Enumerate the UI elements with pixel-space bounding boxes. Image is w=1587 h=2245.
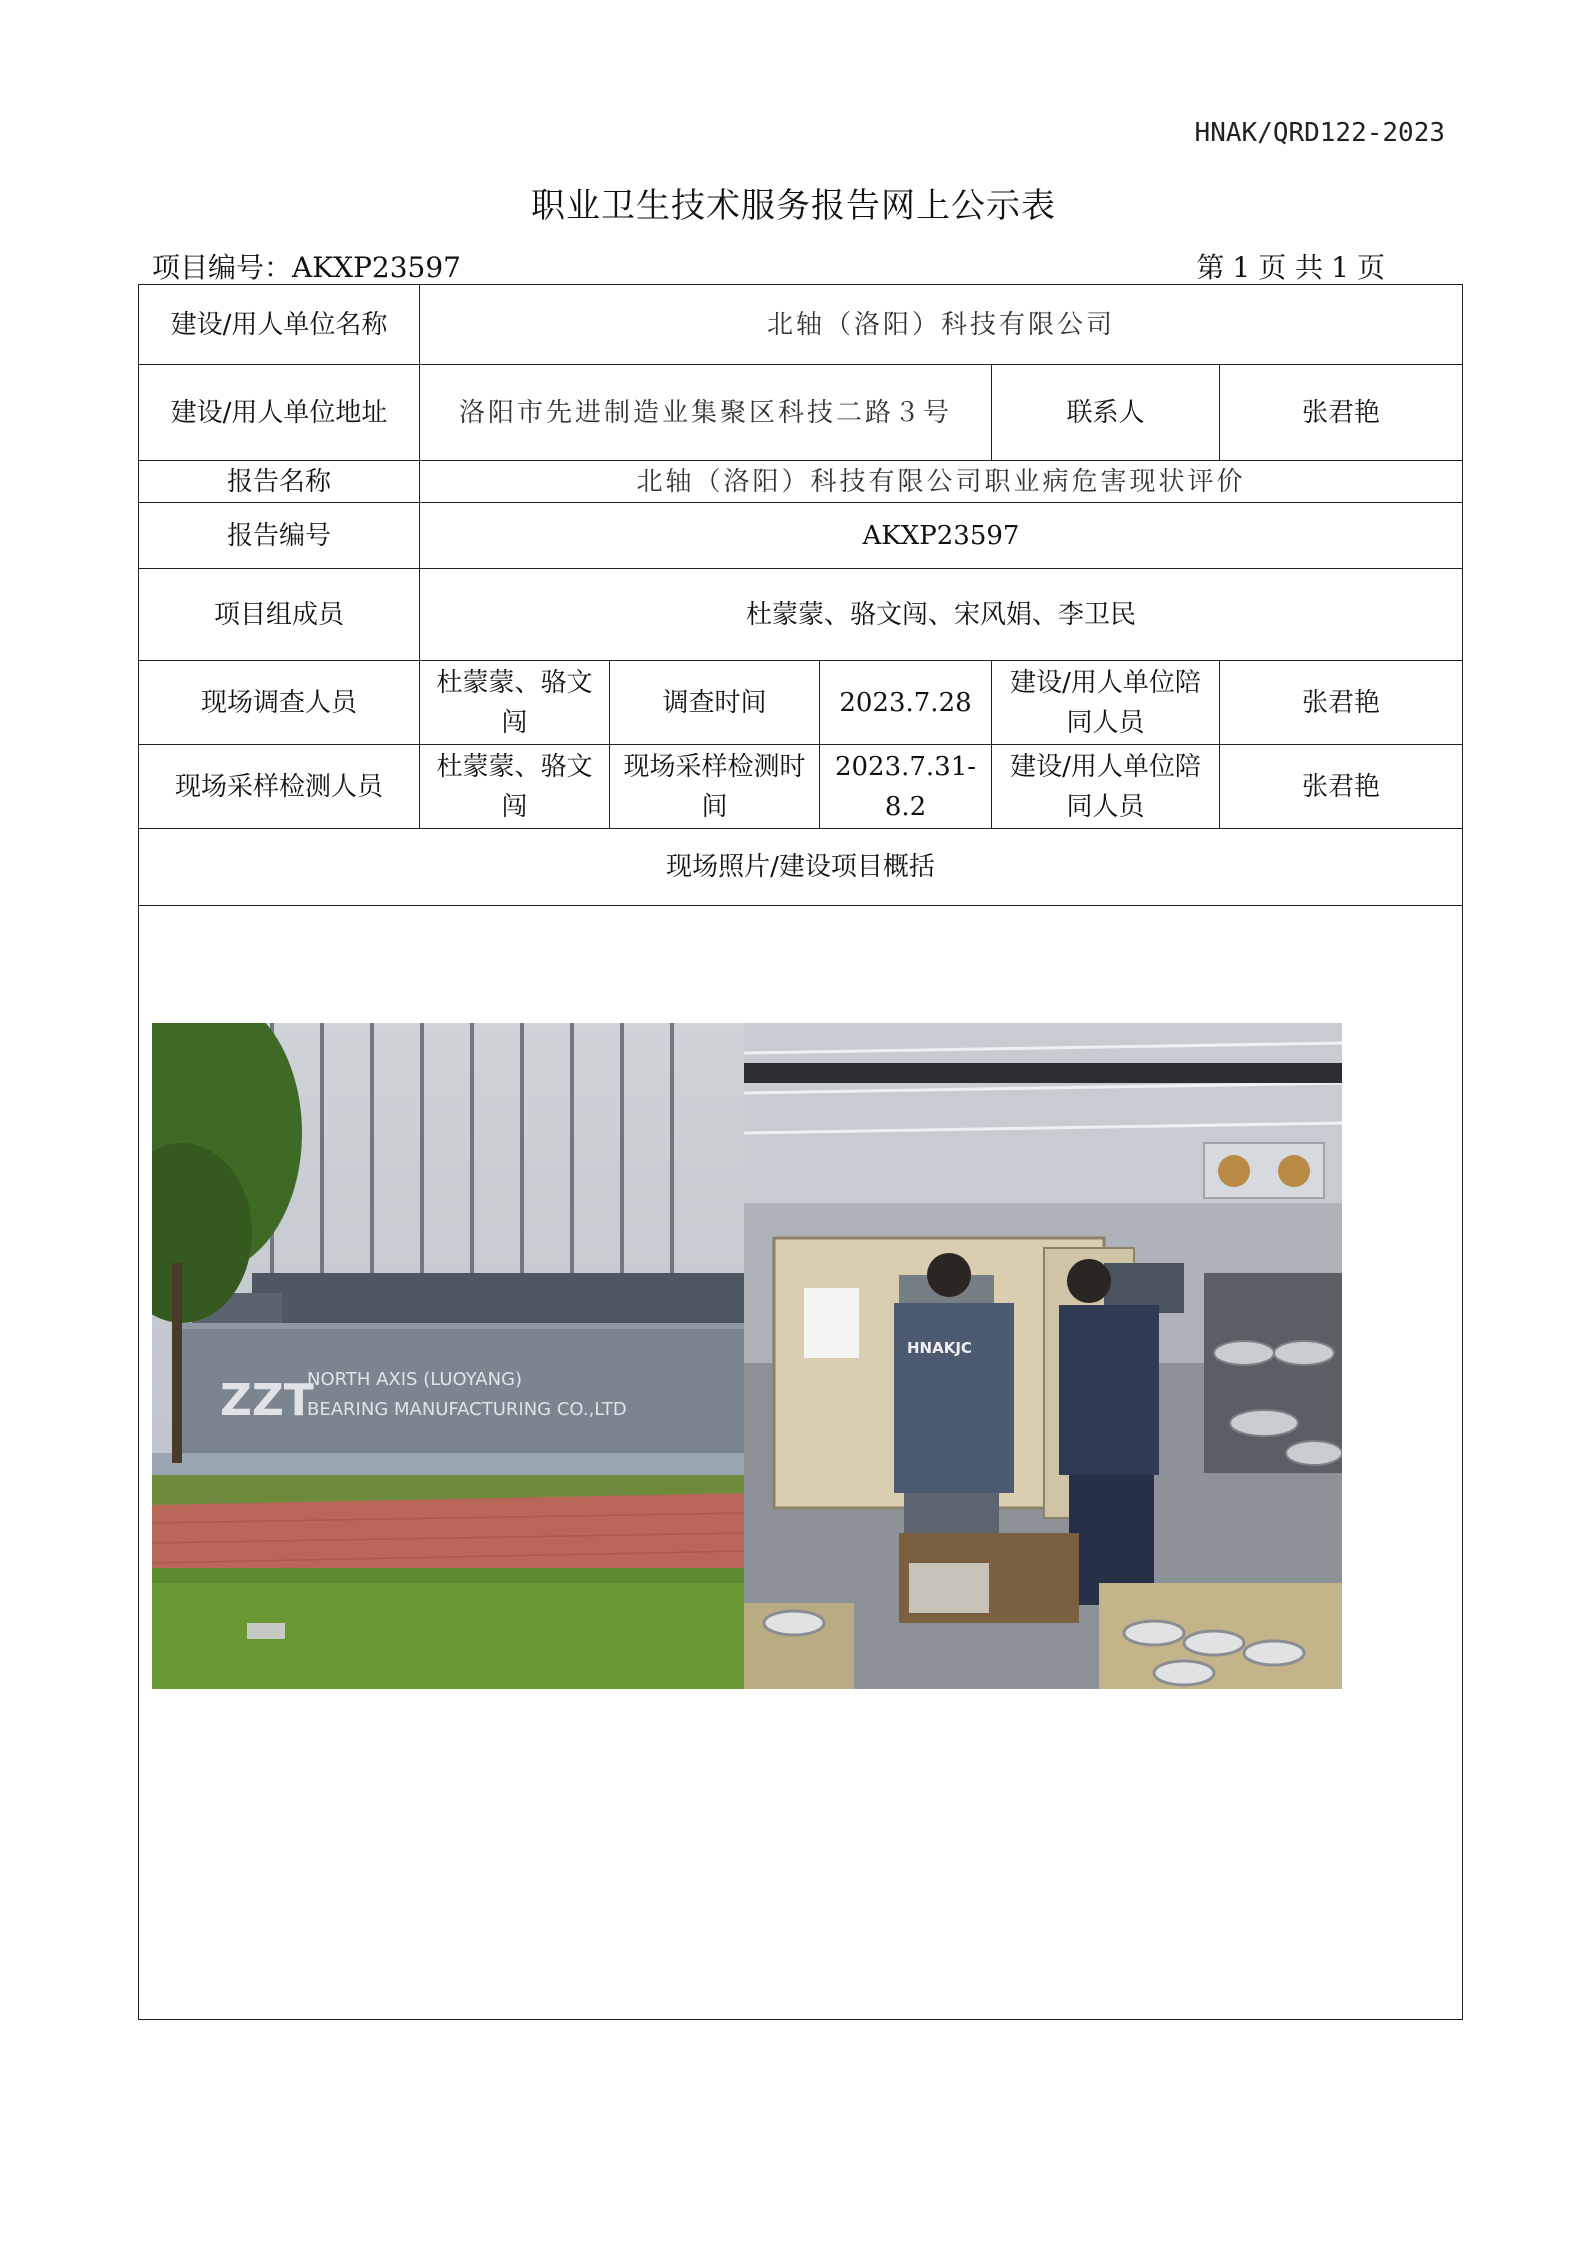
contact-label: 联系人 xyxy=(992,365,1220,461)
workshop-illustration xyxy=(744,1023,1342,1689)
survey-time-label: 调查时间 xyxy=(610,661,820,745)
sampling-escort-value: 张君艳 xyxy=(1220,745,1463,829)
table-row xyxy=(139,285,1463,365)
survey-staff-label: 现场调查人员 xyxy=(139,661,420,745)
project-number: AKXP23597 xyxy=(292,251,461,284)
report-number-value: AKXP23597 xyxy=(420,503,1463,569)
table-row xyxy=(139,906,1463,2020)
page-indicator xyxy=(1192,246,1389,286)
table-row xyxy=(139,365,1463,461)
page-current: 1 xyxy=(1232,251,1251,284)
survey-escort-label: 建设/用人单位陪同人员 xyxy=(992,661,1220,745)
report-name-label: 报告名称 xyxy=(139,461,420,503)
project-number-label: 项目编号： xyxy=(152,251,293,284)
photos-cell xyxy=(139,906,1463,2020)
members-value: 杜蒙蒙、骆文闯、宋风娟、李卫民 xyxy=(420,569,1463,661)
page-prefix: 第 xyxy=(1196,251,1225,284)
sign-line-2: BEARING MANUFACTURING CO.,LTD xyxy=(307,1399,627,1420)
factory-exterior-illustration xyxy=(152,1023,744,1689)
table-row xyxy=(139,503,1463,569)
sampling-staff-value: 杜蒙蒙、骆文闯 xyxy=(420,745,610,829)
info-table xyxy=(138,284,1463,2020)
unit-address-value: 洛阳市先进制造业集聚区科技二路３号 xyxy=(420,365,992,461)
table-row xyxy=(139,569,1463,661)
photo-factory-exterior xyxy=(152,1023,744,1689)
page-title: 职业卫生技术服务报告网上公示表 xyxy=(531,186,1056,226)
survey-escort-value: 张君艳 xyxy=(1220,661,1463,745)
contact-value: 张君艳 xyxy=(1220,365,1463,461)
table-row xyxy=(139,829,1463,906)
unit-name-value: 北轴（洛阳）科技有限公司 xyxy=(420,285,1463,365)
sampling-staff-label: 现场采样检测人员 xyxy=(139,745,420,829)
page-mid: 页 共 xyxy=(1258,251,1324,284)
survey-staff-value: 杜蒙蒙、骆文闯 xyxy=(420,661,610,745)
sampling-escort-label: 建设/用人单位陪同人员 xyxy=(992,745,1220,829)
table-row xyxy=(139,745,1463,829)
report-number-label: 报告编号 xyxy=(139,503,420,569)
sign-logo: ZZT xyxy=(220,1375,314,1426)
survey-time-value: 2023.7.28 xyxy=(820,661,992,745)
report-name-value: 北轴（洛阳）科技有限公司职业病危害现状评价 xyxy=(420,461,1463,503)
site-photos xyxy=(152,1023,1342,1689)
table-row xyxy=(139,461,1463,503)
table-row xyxy=(139,661,1463,745)
members-label: 项目组成员 xyxy=(139,569,420,661)
sign-line-1: NORTH AXIS (LUOYANG) xyxy=(307,1369,523,1390)
photo-workshop xyxy=(744,1023,1342,1689)
jacket-text: HNAKJC xyxy=(907,1339,972,1357)
sampling-time-label: 现场采样检测时间 xyxy=(610,745,820,829)
sampling-time-value: 2023.7.31-8.2 xyxy=(820,745,992,829)
photos-section-label: 现场照片/建设项目概括 xyxy=(139,829,1463,906)
page-suffix: 页 xyxy=(1356,251,1385,284)
page-total: 1 xyxy=(1331,251,1349,284)
unit-address-label: 建设/用人单位地址 xyxy=(139,365,420,461)
unit-name-label: 建设/用人单位名称 xyxy=(139,285,420,365)
document-code: HNAK/QRD122-2023 xyxy=(1194,118,1445,148)
project-number-line xyxy=(152,246,461,286)
